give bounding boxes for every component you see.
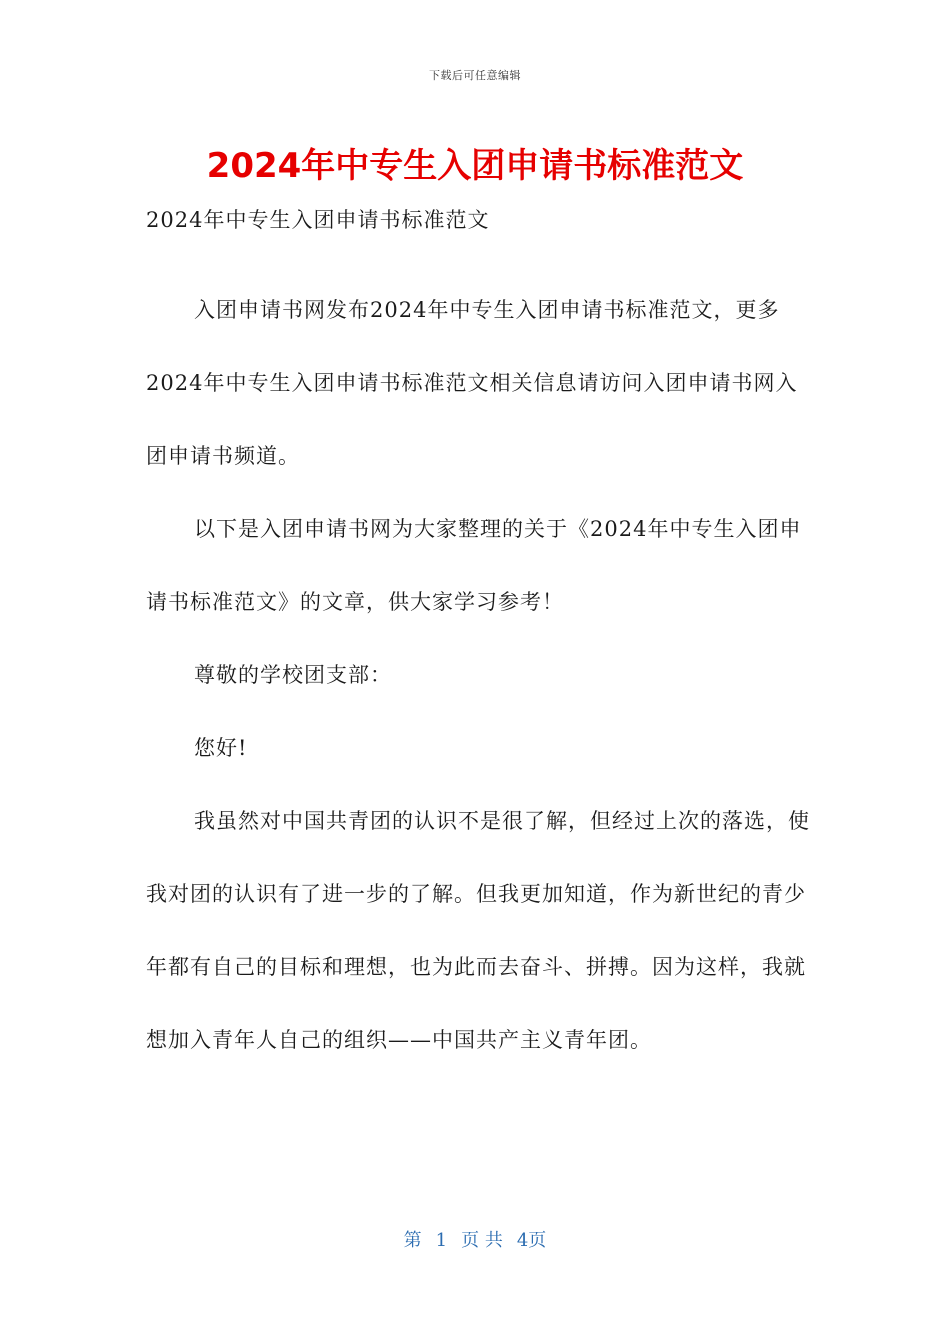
footer-total-pages: 4页 <box>516 1230 547 1251</box>
paragraph-intro: 入团申请书网发布2024年中专生入团申请书标准范文，更多2024年中专生入团申请书标准范文相关信息请访问入团申请书网入团申请书频道。 <box>146 298 798 468</box>
paragraph-reference: 以下是入团申请书网为大家整理的关于《2024年中专生入团申请书标准范文》的文章，供大家学习参考！ <box>146 517 802 614</box>
page-footer <box>0 1226 950 1252</box>
document-title: 2024年中专生入团申请书标准范文 <box>206 146 744 186</box>
document-body <box>146 200 810 1077</box>
header-note: 下载后可任意编辑 <box>429 69 521 82</box>
footer-current-page: 1 <box>435 1230 448 1251</box>
greeting: 您好! <box>194 736 248 760</box>
footer-prefix: 第 <box>403 1230 422 1251</box>
salutation: 尊敬的学校团支部： <box>194 663 392 687</box>
paragraph-body: 我虽然对中国共青团的认识不是很了解，但经过上次的落选，使我对团的认识有了进一步的了解。但我更加知道，作为新世纪的青少年都有自己的目标和理想，也为此而去奋斗、拼搏。因为这样，我就想加入青年人自己的组织——中国共产主义青年团。 <box>146 809 810 1052</box>
footer-middle: 页 共 <box>461 1230 503 1251</box>
document-subtitle: 2024年中专生入团申请书标准范文 <box>146 208 490 232</box>
